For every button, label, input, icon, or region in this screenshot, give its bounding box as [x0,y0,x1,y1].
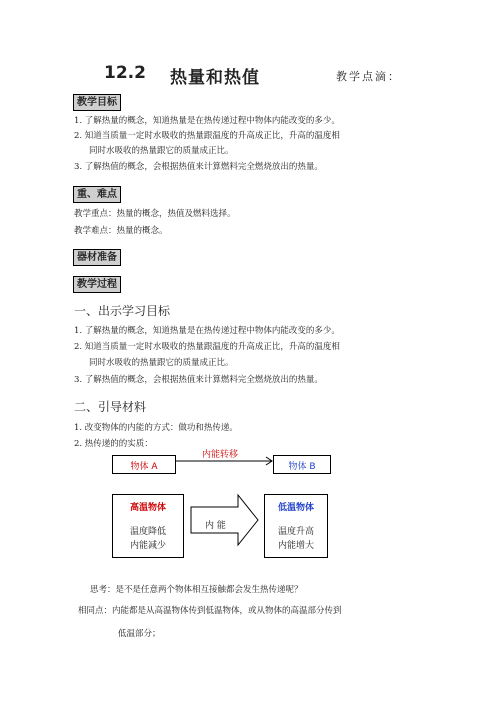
hot-object-title: 高温物体 [129,503,166,513]
material-line: 2. 热传递的的实质： [74,439,153,449]
objective-line: 同时水吸收的热量跟它的质量成正比。 [89,358,234,368]
page-title: 热量和热值 [170,68,260,88]
objective-line: 2. 知道当质量一定时水吸收的热量跟温度的升高成正比，升高的温度相 [74,342,340,352]
cold-object-temp: 温度升高 [277,527,314,537]
object-b-box [273,455,331,474]
goal-line: 同时水吸收的热量跟它的质量成正比。 [89,146,234,156]
section-tag-process: 教学过程 [73,276,121,293]
key-point-line: 教学重点：热量的概念，热值及燃料选择。 [74,209,236,219]
section-tag-key-points: 重、难点 [73,186,121,203]
similarity-line: 相同点：内能都是从高温物体传到低温物体，或从物体的高温部分传到 [78,606,342,616]
objective-line: 3. 了解热值的概念，会根据热值来计算燃料完全燃烧放出的热量。 [74,375,323,385]
cold-object-title: 低温物体 [277,503,314,513]
think-question: 思考：是不是任意两个物体相互接触都会发生热传递呢？ [90,585,303,595]
energy-transfer-label: 内能转移 [202,450,239,460]
section-tag-goals: 教学目标 [73,94,121,111]
heading-part-two: 二、引导材料 [74,400,147,414]
hot-object-temp: 温度降低 [129,527,166,537]
cold-object-energy: 内能增大 [277,541,314,551]
goal-line: 1. 了解热量的概念，知道热量是在热传递过程中物体内能改变的多少。 [74,116,340,126]
material-line: 1. 改变物体的内能的方式：做功和热传递。 [74,423,238,433]
teaching-notes-label: 教学点滴： [336,70,401,83]
hot-object-energy: 内能减少 [129,541,166,551]
lesson-number: 12.2 [104,63,146,83]
goal-line: 2. 知道当质量一定时水吸收的热量跟温度的升高成正比，升高的温度相 [74,131,340,141]
goal-line: 3. 了解热值的概念，会根据热值来计算燃料完全燃烧放出的热量。 [74,162,323,172]
heading-part-one: 一、出示学习目标 [74,304,171,318]
hot-object-box [112,494,184,558]
section-tag-equipment: 器材准备 [73,249,121,266]
key-point-line: 教学难点：热量的概念。 [74,226,168,236]
object-a-box [112,455,176,474]
similarity-line: 低温部分； [118,629,161,639]
cold-object-box [264,494,328,558]
objective-line: 1. 了解热量的概念，知道热量是在热传递过程中物体内能改变的多少。 [74,326,340,336]
transfer-arrow-icon [174,455,274,467]
object-a-label: 物体 A [130,462,158,472]
object-b-label: 物体 B [288,462,316,472]
energy-flow-label: 内 能 [205,521,226,531]
